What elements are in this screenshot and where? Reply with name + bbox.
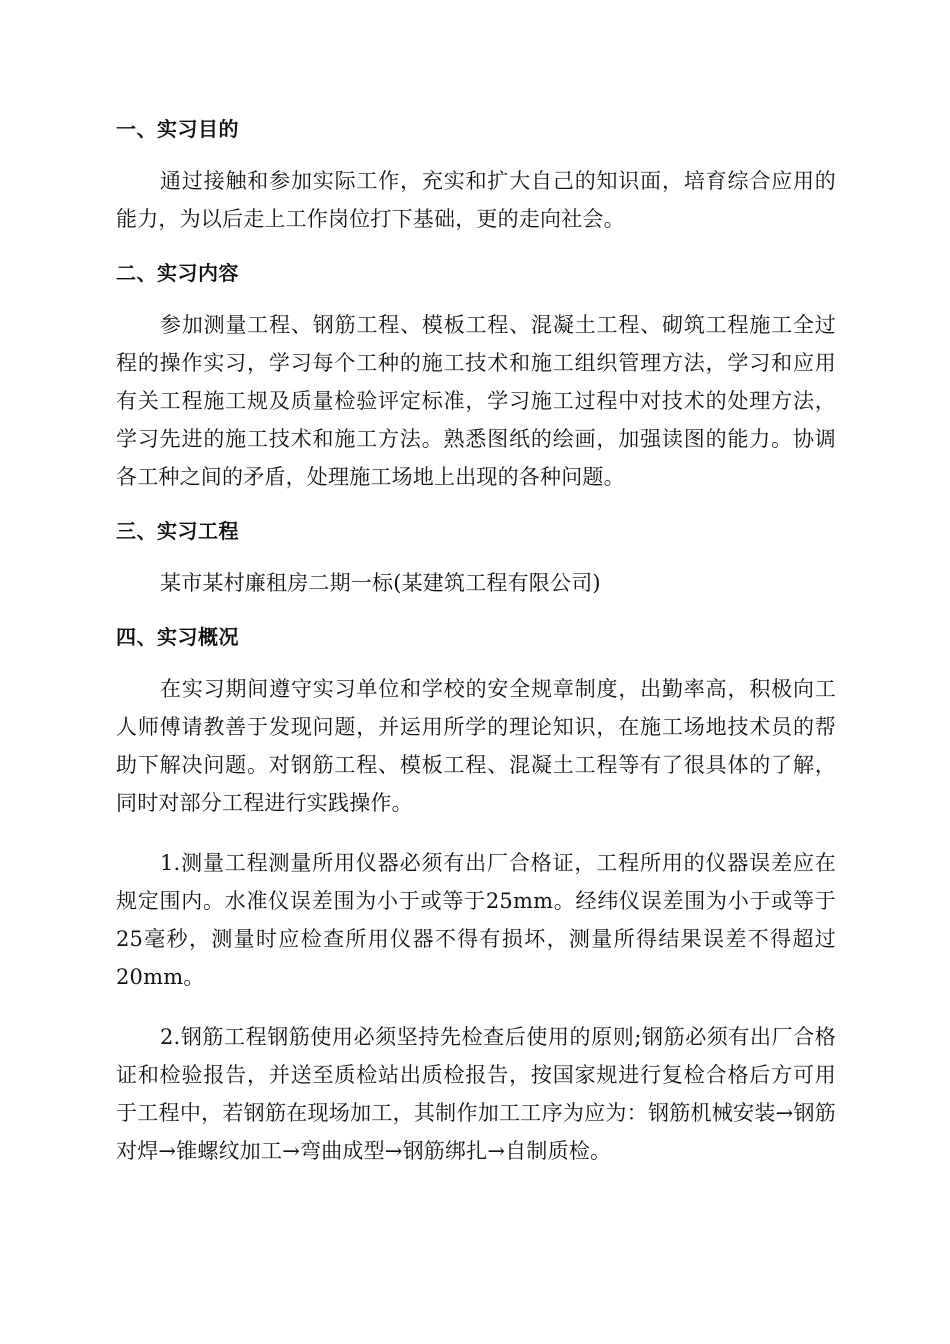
section-heading: 四、实习概况 [116,625,239,649]
section-heading: 三、实习工程 [116,519,239,543]
document-body [116,112,836,1192]
body-paragraph: 在实习期间遵守实习单位和学校的安全规章制度，出勤率高，积极向工人师傅请教善于发现问题，并运用所学的理论知识，在施工场地技术员的帮助下解决问题。对钢筋工程、模板工程、混凝土工程等有了很具体的了解，同时对部分工程进行实践操作。 [116,677,836,815]
body-paragraph: 2.钢筋工程钢筋使用必须坚持先检查后使用的原则;钢筋必须有出厂合格证和检验报告，并送至质检站出质检报告，按国家规进行复检合格后方可用于工程中，若钢筋在现场加工，其制作加工工序为应为：钢筋机械安装→钢筋对焊→锥螺纹加工→弯曲成型→钢筋绑扎→自制质检。 [116,1025,836,1163]
body-paragraph: 某市某村廉租房二期一标(某建筑工程有限公司) [160,571,601,595]
body-paragraph: 参加测量工程、钢筋工程、模板工程、混凝土工程、砌筑工程施工全过程的操作实习，学习每个工种的施工技术和施工组织管理方法，学习和应用有关工程施工规及质量检验评定标准，学习施工过程中对技术的处理方法，学习先进的施工技术和施工方法。熟悉图纸的绘画，加强读图的能力。协调各工种之间的矛盾，处理施工场地上出现的各种问题。 [116,313,836,489]
section-content [116,256,836,496]
body-paragraph: 1.测量工程测量所用仪器必须有出厂合格证，工程所用的仪器误差应在规定围内。水准仪误差围为小于或等于25mm。经纬仪误差围为小于或等于25毫秒，测量时应检查所用仪器不得有损坏，测量所得结果误差不得超过20mm。 [116,851,836,989]
section-heading: 二、实习内容 [116,261,239,285]
section-heading: 一、实习目的 [116,117,239,141]
section-purpose [116,112,836,238]
body-paragraph: 通过接触和参加实际工作，充实和扩大自己的知识面，培育综合应用的能力，为以后走上工作岗位打下基础，更的走向社会。 [116,169,836,231]
section-overview [116,620,836,1170]
section-project [116,514,836,602]
